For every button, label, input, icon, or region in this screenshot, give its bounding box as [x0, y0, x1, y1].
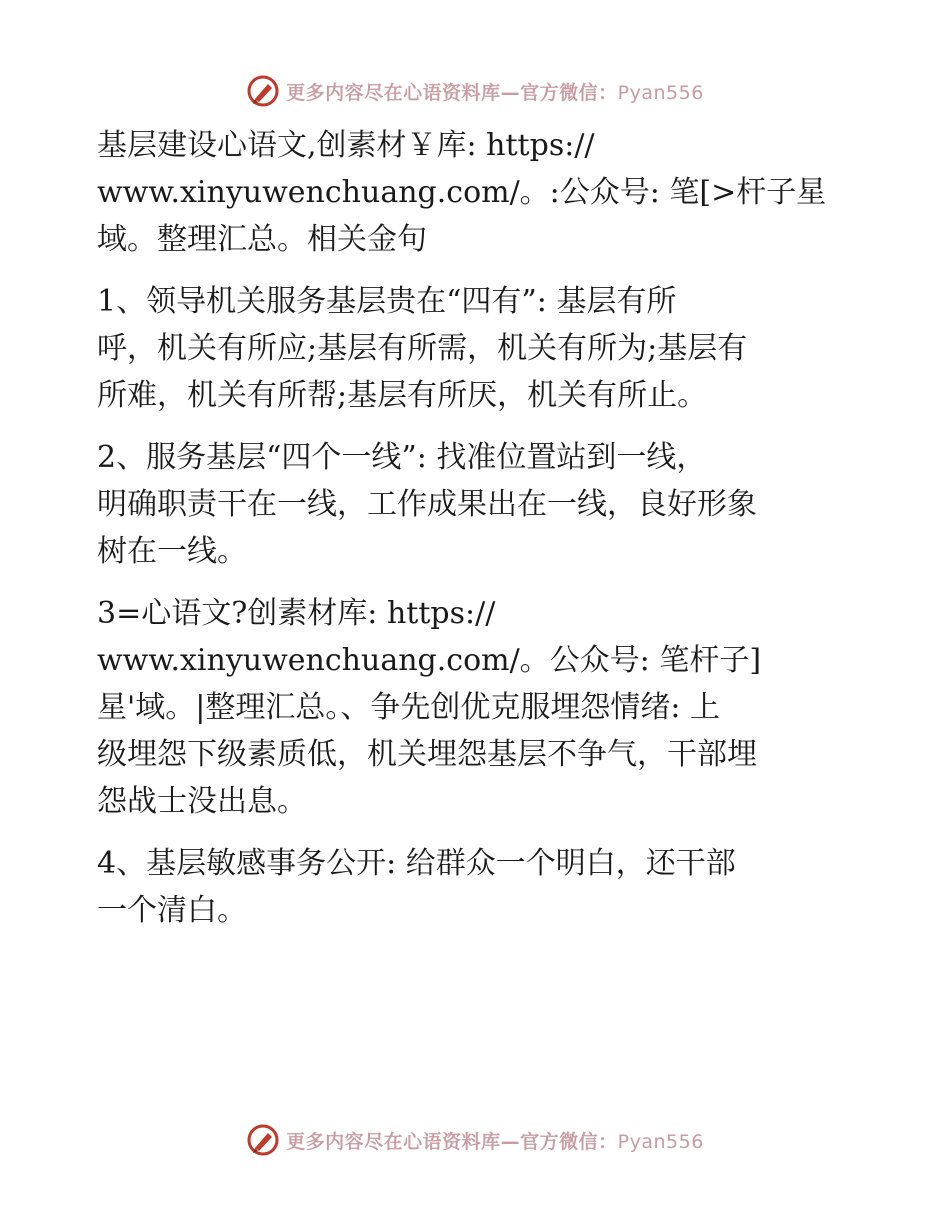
- text-line: 一个清白。: [97, 893, 247, 928]
- text-line: 明确职责干在一线，工作成果出在一线，良好形象: [97, 487, 757, 522]
- text-line: 3=心语文?创素材库: https://: [97, 596, 496, 631]
- paragraph: [97, 840, 857, 934]
- text-line: 所难，机关有所帮;基层有所厌，机关有所止。: [97, 378, 708, 413]
- text-line: 星'域。|整理汇总。、争先创优克服埋怨情绪: 上: [97, 690, 720, 725]
- paragraph: [97, 590, 857, 825]
- document-body: [97, 122, 857, 934]
- footer-banner: [0, 1118, 950, 1162]
- banner-text: [286, 78, 704, 105]
- text-line: 4、基层敏感事务公开: 给群众一个明白，还干部: [97, 846, 736, 881]
- banner-text: [286, 1127, 704, 1154]
- pen-logo-icon: [246, 1123, 280, 1157]
- text-line: 怨战士没出息。: [97, 784, 307, 819]
- banner-wechat-id: Pyan556: [617, 81, 704, 104]
- paragraph: [97, 278, 857, 419]
- banner-slogan: 更多内容尽在心语资料库—官方微信：: [286, 81, 618, 104]
- text-line: 1、领导机关服务基层贵在“四有”: 基层有所: [97, 284, 677, 319]
- text-line: 树在一线。: [97, 534, 247, 569]
- text-line: 呼，机关有所应;基层有所需，机关有所为;基层有: [97, 331, 748, 366]
- banner-wechat-id: Pyan556: [617, 1130, 704, 1153]
- text-line: 2、服务基层“四个一线”: 找准位置站到一线，: [97, 440, 707, 475]
- paragraph: [97, 122, 857, 263]
- pen-logo-icon: [246, 74, 280, 108]
- text-line: 基层建设心语文,创素材￥库: https://: [97, 128, 595, 163]
- text-line: 域。整理汇总。相关金句: [97, 222, 427, 257]
- banner-slogan: 更多内容尽在心语资料库—官方微信：: [286, 1130, 618, 1153]
- paragraph: [97, 434, 857, 575]
- header-banner: [0, 69, 950, 113]
- text-line: 级埋怨下级素质低，机关埋怨基层不争气，干部埋: [97, 737, 757, 772]
- text-line: www.xinyuwenchuang.com/。公众号: 笔杆子]: [97, 643, 762, 678]
- text-line: www.xinyuwenchuang.com/。:公众号: 笔[>杆子星: [97, 175, 827, 210]
